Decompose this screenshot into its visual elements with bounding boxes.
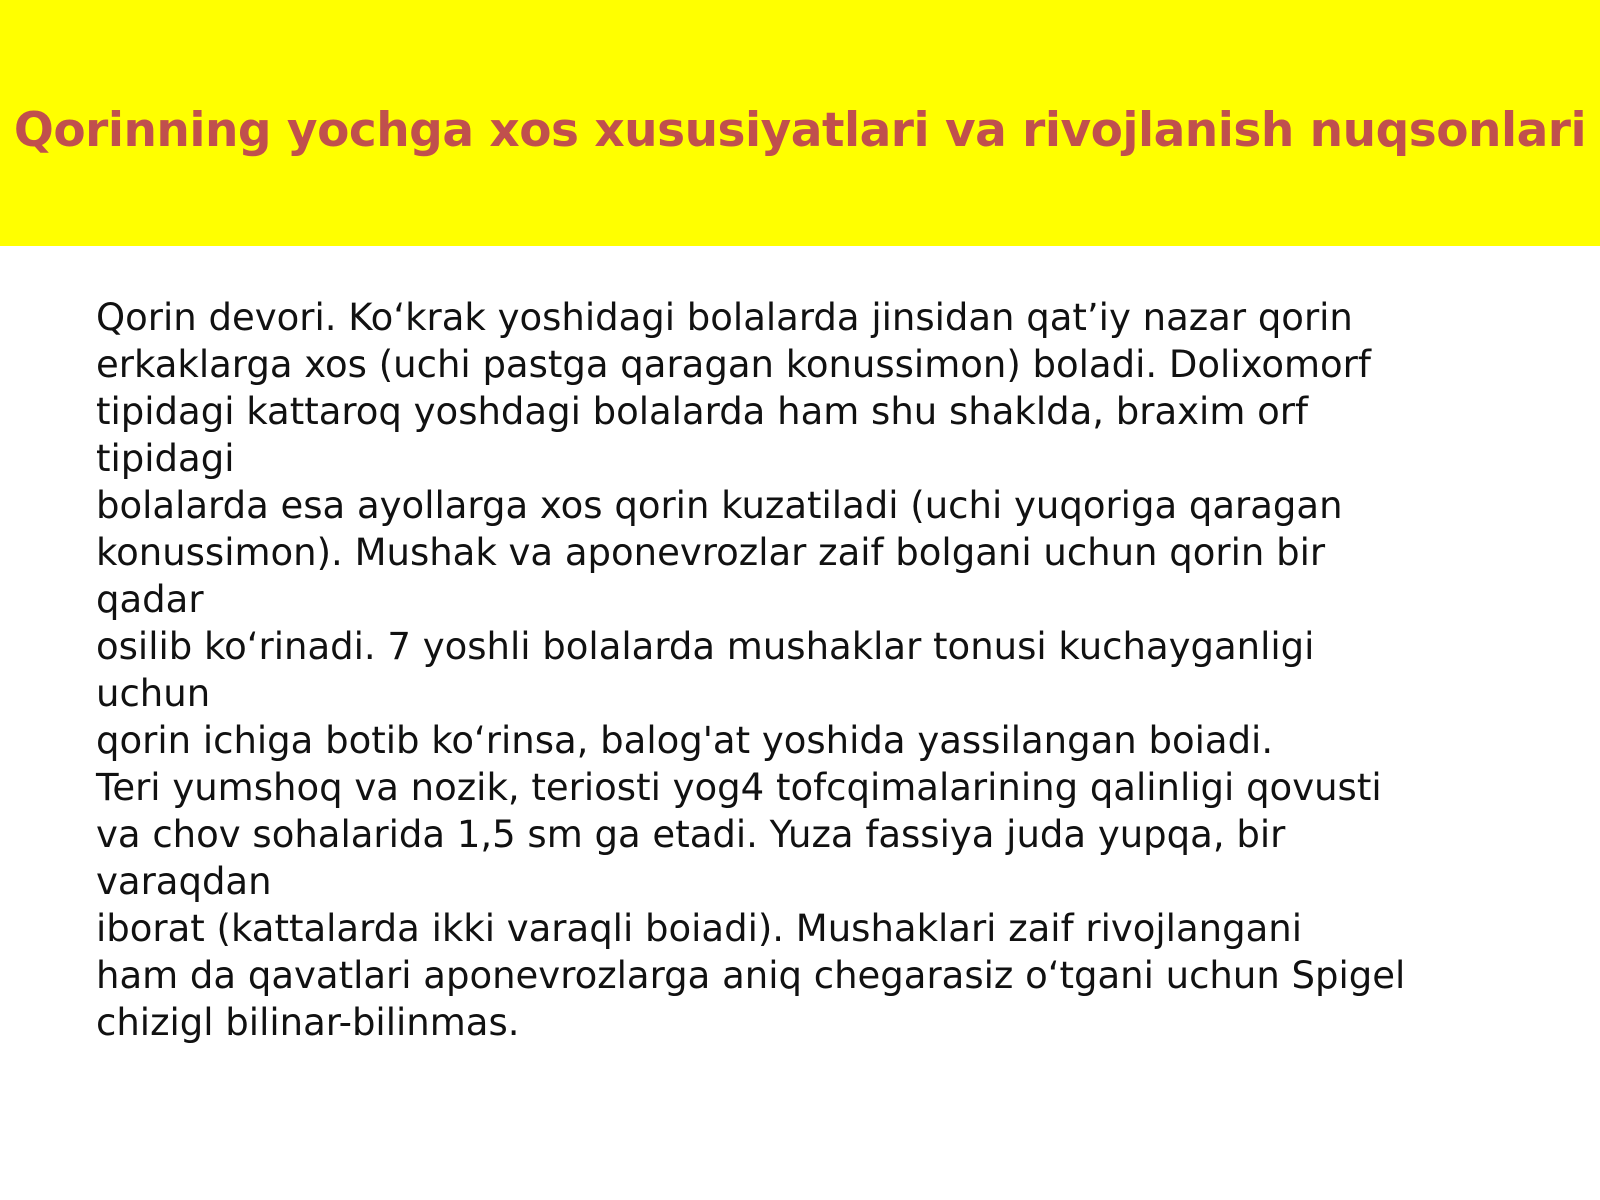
body-line: Teri yumshoq va nozik, teriosti yog4 tofcqimalarining qalinligi qovusti bbox=[96, 766, 1382, 809]
slide-title: Qorinning yochga xos xususiyatlari va rivojlanish nuqsonlari bbox=[13, 103, 1587, 158]
body-line: osilib ko‘rinadi. 7 yoshli bolalarda mushaklar tonusi kuchayganligi bbox=[96, 625, 1315, 668]
body-line: iborat (kattalarda ikki varaqli boiadi). Mushaklari zaif rivojlangani bbox=[96, 907, 1302, 950]
body-line: erkaklarga xos (uchi pastga qaragan konussimon) boladi. Dolixomorf bbox=[96, 343, 1371, 386]
body-line: ham da qavatlari aponevrozlarga aniq chegarasiz o‘tgani uchun Spigel bbox=[96, 954, 1406, 997]
body-line: tipidagi kattaroq yoshdagi bolalarda ham shu shaklda, braxim orf bbox=[96, 390, 1309, 433]
body-line: bolalarda esa ayollarga xos qorin kuzatiladi (uchi yuqoriga qaragan bbox=[96, 484, 1343, 527]
body-line: qadar bbox=[96, 578, 204, 621]
body-line: chizigl bilinar-bilinmas. bbox=[96, 1001, 520, 1044]
body-line: va chov sohalarida 1,5 sm ga etadi. Yuza fassiya juda yupqa, bir bbox=[96, 813, 1286, 856]
body-line: uchun bbox=[96, 672, 211, 715]
body-line: tipidagi bbox=[96, 437, 235, 480]
body-line: Qorin devori. Ko‘krak yoshidagi bolalarda jinsidan qat’iy nazar qorin bbox=[96, 296, 1353, 339]
body-line: qorin ichiga botib ko‘rinsa, balog'at yoshida yassilangan boiadi. bbox=[96, 719, 1274, 762]
body-line: varaqdan bbox=[96, 860, 272, 903]
body-line: konussimon). Mushak va aponevrozlar zaif bolgani uchun qorin bir bbox=[96, 531, 1326, 574]
slide-body-text bbox=[96, 294, 1516, 1046]
